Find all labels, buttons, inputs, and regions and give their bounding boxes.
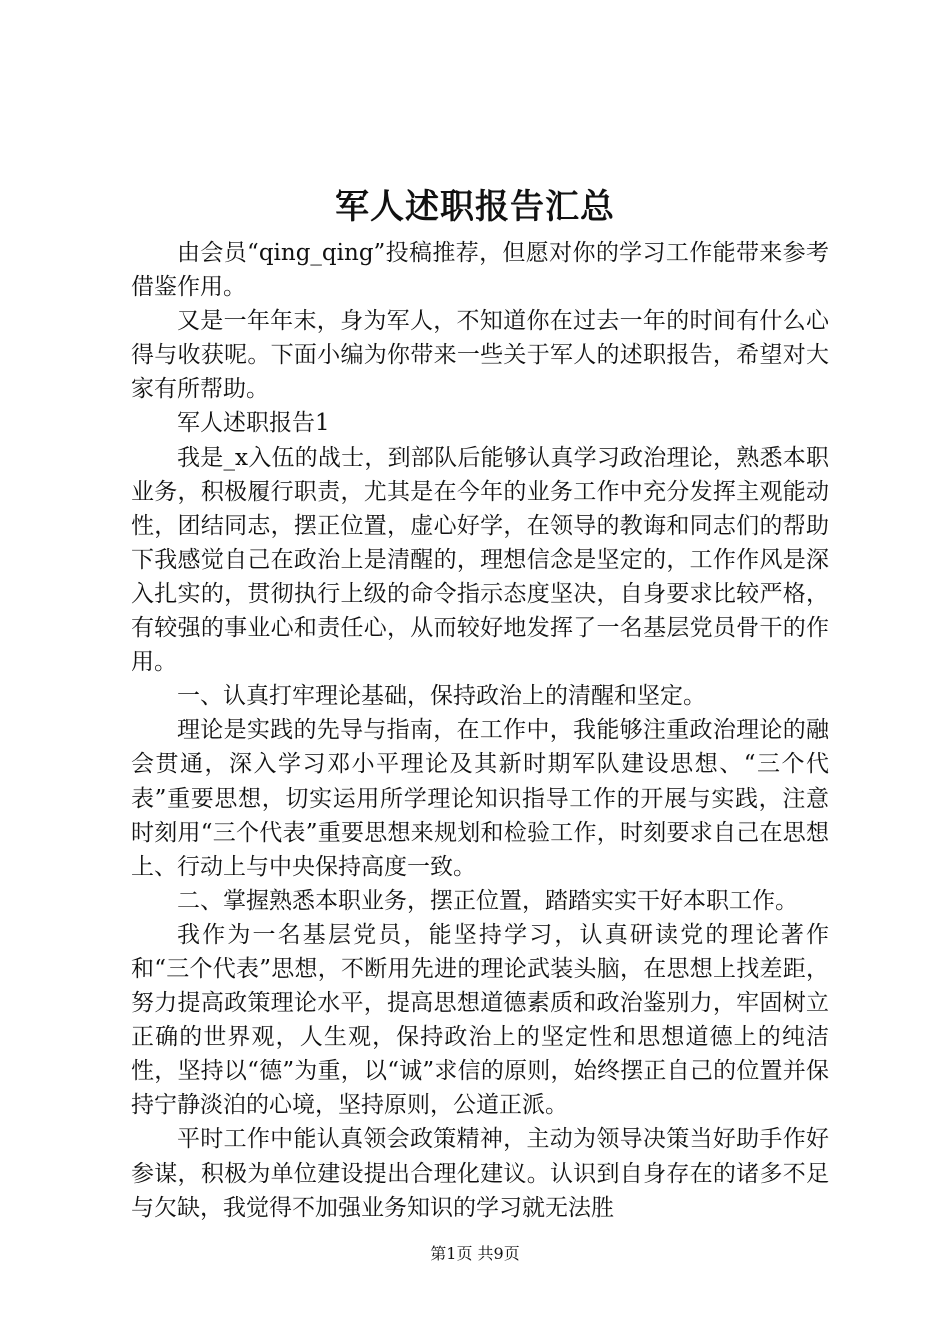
page-footer: 第1页 共9页 <box>430 1244 520 1263</box>
paragraph-preface: 又是一年年末，身为军人，不知道你在过去一年的时间有什么心得与收获呢。下面小编为你带来一些关于军人的述职报告，希望对大家有所帮助。 <box>131 308 829 403</box>
paragraph-theory: 理论是实践的先导与指南，在工作中，我能够注重政治理论的融会贯通，深入学习邓小平理论及其新时期军队建设思想、“三个代表”重要思想，切实运用所学理论知识指导工作的开展与实践，注意时刻用“三个代表”重要思想来规划和检验工作，时刻要求自己在思想上、行动上与中央保持高度一致。 <box>131 717 829 880</box>
document-title: 军人述职报告汇总 <box>335 187 615 227</box>
paragraph-study: 我作为一名基层党员，能坚持学习，认真研读党的理论著作和“三个代表”思想，不断用先进的理论武装头脑，在思想上找差距，努力提高政策理论水平，提高思想道德素质和政治鉴别力，牢固树立正确的世界观，人生观，保持政治上的坚定性和思想道德上的纯洁性，坚持以“德”为重，以“诚”求信的原则，始终摆正自己的位置并保持宁静淡泊的心境，坚持原则，公道正派。 <box>131 921 829 1119</box>
heading-point-1: 一、认真打牢理论基础，保持政治上的清醒和坚定。 <box>177 683 706 710</box>
paragraph-summary: 我是_x入伍的战士，到部队后能够认真学习政治理论，熟悉本职业务，积极履行职责，尤其是在今年的业务工作中充分发挥主观能动性，团结同志，摆正位置，虚心好学，在领导的教诲和同志们的帮助下我感觉自己在政治上是清醒的，理想信念是坚定的，工作作风是深入扎实的，贯彻执行上级的命令指示态度坚决，自身要求比较严格，有较强的事业心和责任心，从而较好地发挥了一名基层党员骨干的作用。 <box>131 444 829 676</box>
document-body <box>131 236 829 1225</box>
paragraph-intro: 由会员“qing_qing”投稿推荐，但愿对你的学习工作能带来参考借鉴作用。 <box>131 240 829 301</box>
section-heading-report-1: 军人述职报告1 <box>177 410 330 437</box>
heading-point-2: 二、掌握熟悉本职业务，摆正位置，踏踏实实干好本职工作。 <box>177 887 798 914</box>
paragraph-work: 平时工作中能认真领会政策精神，主动为领导决策当好助手作好参谋，积极为单位建设提出合理化建议。认识到自身存在的诸多不足与欠缺，我觉得不加强业务知识的学习就无法胜 <box>131 1126 829 1221</box>
